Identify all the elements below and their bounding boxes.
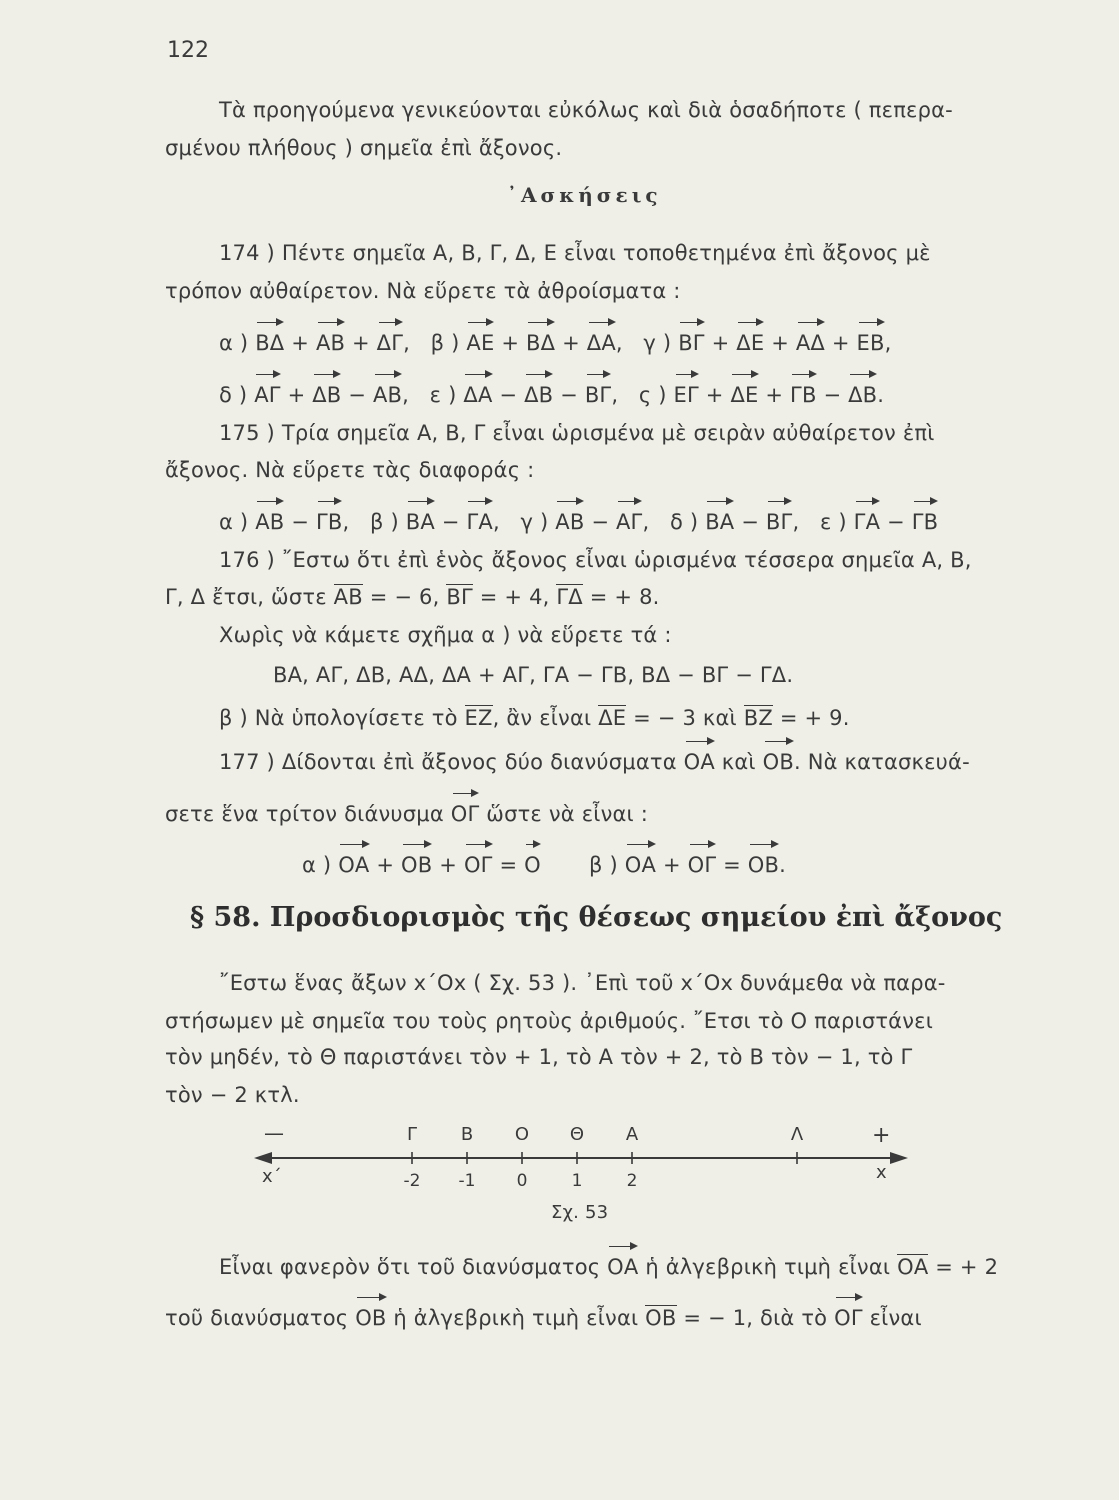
vector: ΒΑ bbox=[406, 507, 435, 537]
segment: ΑΒ bbox=[333, 585, 363, 609]
point-label: Α bbox=[625, 1124, 639, 1145]
ex175-a-label: α ) bbox=[219, 510, 249, 534]
ex176-list: ΒΑ, ΑΓ, ΔΒ, ΑΔ, ΔΑ + ΑΓ, ΓΑ − ΓΒ, ΒΔ − ΒΓ − ΓΔ. bbox=[273, 663, 794, 687]
point-label: Θ bbox=[569, 1124, 585, 1145]
ex174-line-1: 174 ) Πέντε σημεῖα Α, Β, Γ, Δ, Ε εἶναι τοποθετημένα ἐπὶ ἄξονος μὲ bbox=[219, 241, 931, 265]
vector: ΟΒ bbox=[355, 1303, 386, 1333]
ex174-line-2: τρόπον αὐθαίρετον. Νὰ εὕρετε τὰ ἀθροίσματα : bbox=[165, 279, 681, 303]
segment: ΟΒ bbox=[645, 1306, 677, 1330]
vector: ΟΑ bbox=[338, 850, 369, 880]
vector: ΔΒ bbox=[524, 380, 553, 410]
arrow-right-icon bbox=[890, 1152, 908, 1164]
ex175-e-label: ε ) bbox=[819, 510, 847, 534]
ex177-a-label: α ) bbox=[302, 853, 332, 877]
text: , ἂν εἶναι bbox=[492, 706, 599, 730]
text: Γ, Δ ἔτσι, ὥστε bbox=[165, 585, 334, 609]
vector: ΑΒ bbox=[555, 507, 584, 537]
text: = + 9. bbox=[772, 706, 850, 730]
vector: ΔΑ bbox=[463, 380, 492, 410]
text: ἡ ἀλγεβρικὴ τιμὴ εἶναι bbox=[386, 1306, 646, 1330]
vector: Ο bbox=[524, 850, 541, 880]
ex176-line-2 bbox=[165, 582, 660, 612]
vector: ΕΓ bbox=[674, 380, 699, 410]
vector: ΑΒ bbox=[373, 380, 402, 410]
segment: ΒΖ bbox=[743, 706, 773, 730]
segment: ΕΖ bbox=[464, 706, 493, 730]
vector: ΟΒ bbox=[763, 747, 794, 777]
text: = − 1, διὰ τὸ bbox=[676, 1306, 835, 1330]
ex175-c-label: γ ) bbox=[520, 510, 549, 534]
vector: ΔΓ bbox=[377, 328, 403, 358]
text: = + 8. bbox=[582, 585, 660, 609]
vector: ΓΒ bbox=[912, 507, 939, 537]
vector: ΒΓ bbox=[678, 328, 705, 358]
vector: ΟΓ bbox=[451, 799, 480, 829]
vector: ΓΑ bbox=[854, 507, 880, 537]
tick-label: -1 bbox=[458, 1171, 476, 1191]
final-line-1 bbox=[219, 1252, 998, 1282]
text: = − 3 καὶ bbox=[626, 706, 744, 730]
tick-label: 0 bbox=[516, 1171, 528, 1191]
tick-label: 2 bbox=[626, 1171, 638, 1191]
ex175-d-label: δ ) bbox=[669, 510, 699, 534]
segment: ΓΔ bbox=[556, 585, 583, 609]
ex175-b-label: β ) bbox=[369, 510, 399, 534]
ex176-line-b bbox=[219, 703, 850, 733]
x-prime-label: x΄ bbox=[262, 1166, 282, 1187]
ex177-line-2 bbox=[165, 799, 648, 829]
intro-line-2: σμένου πλήθους ) σημεῖα ἐπὶ ἄξονος. bbox=[165, 136, 563, 160]
text: = + 4, bbox=[472, 585, 557, 609]
ex174-d-label: δ ) bbox=[219, 383, 248, 407]
vector: ΓΑ bbox=[466, 507, 492, 537]
vector: ΑΓ bbox=[616, 507, 642, 537]
final-line-2 bbox=[165, 1303, 922, 1333]
text: . Νὰ κατασκευά- bbox=[793, 750, 970, 774]
vector: ΔΕ bbox=[736, 328, 764, 358]
segment: ΟΑ bbox=[897, 1255, 929, 1279]
ex174-f-label: ς ) bbox=[638, 383, 667, 407]
ex176-line-3: Χωρὶς νὰ κάμετε σχῆμα α ) νὰ εὕρετε τά : bbox=[219, 623, 672, 647]
ex174-row-2: δ ) ΑΓ + ΔΒ − ΑΒ, ε ) ΔΑ − ΔΒ − ΒΓ, ς ) ΕΓ + ΔΕ + ΓΒ − ΔΒ. bbox=[219, 380, 884, 410]
vector: ΒΑ bbox=[705, 507, 734, 537]
point-label: Ο bbox=[514, 1124, 530, 1145]
vector: ΟΒ bbox=[748, 850, 779, 880]
vector: ΟΓ bbox=[464, 850, 493, 880]
body-line-4: τὸν − 2 κτλ. bbox=[165, 1083, 300, 1107]
vector: ΔΒ bbox=[848, 380, 877, 410]
text: ὥστε νὰ εἶναι : bbox=[479, 802, 648, 826]
vector: ΕΒ bbox=[857, 328, 885, 358]
text: ἡ ἀλγεβρικὴ τιμὴ εἶναι bbox=[638, 1255, 898, 1279]
body-line-2: στήσωμεν μὲ σημεῖα του τοὺς ρητοὺς ἀριθμούς. ῎Ετσι τὸ Ο παριστάνει bbox=[165, 1009, 934, 1033]
text: σετε ἕνα τρίτον διάνυσμα bbox=[165, 802, 451, 826]
vector: ΓΒ bbox=[316, 507, 343, 537]
body-line-1: ῎Εστω ἕνας ἄξων x΄Ox ( Σχ. 53 ). ᾿Επὶ τοῦ x΄Ox δυνάμεθα νὰ παρα- bbox=[219, 971, 946, 995]
text: Εἶναι φανερὸν ὅτι τοῦ διανύσματος bbox=[219, 1255, 608, 1279]
text: = − 6, bbox=[362, 585, 447, 609]
ex175-line-2: ἄξονος. Νὰ εὕρετε τὰς διαφοράς : bbox=[165, 458, 535, 482]
point-label: Λ bbox=[790, 1124, 804, 1145]
ex175-row: α ) ΑΒ − ΓΒ, β ) ΒΑ − ΓΑ, γ ) ΑΒ − ΑΓ, δ ) ΒΑ − ΒΓ, ε ) ΓΑ − ΓΒ bbox=[219, 507, 938, 537]
text: = + 2 bbox=[928, 1255, 999, 1279]
vector: ΔΕ bbox=[730, 380, 758, 410]
vector: ΑΓ bbox=[254, 380, 280, 410]
x-label: x bbox=[876, 1162, 887, 1183]
ex177-row: α ) ΟΑ + ΟΒ + ΟΓ = Ο β ) ΟΑ + ΟΓ = ΟΒ. bbox=[302, 850, 786, 880]
page-number: 122 bbox=[167, 38, 209, 63]
vector: ΑΒ bbox=[255, 507, 284, 537]
figure-caption: Σχ. 53 bbox=[551, 1202, 609, 1223]
segment: ΒΓ bbox=[446, 585, 473, 609]
vector: ΑΔ bbox=[796, 328, 825, 358]
ex174-e-label: ε ) bbox=[429, 383, 457, 407]
vector: ΓΒ bbox=[790, 380, 817, 410]
vector: ΟΓ bbox=[834, 1303, 863, 1333]
ex174-a-label: α ) bbox=[219, 331, 249, 355]
ex177-b-label: β ) bbox=[589, 853, 618, 877]
segment: ΔΕ bbox=[598, 706, 627, 730]
vector: ΒΔ bbox=[526, 328, 555, 358]
vector: ΑΕ bbox=[466, 328, 494, 358]
plus-sign: + bbox=[872, 1123, 891, 1148]
body-line-3: τὸν μηδέν, τὸ Θ παριστάνει τὸν + 1, τὸ Α τὸν + 2, τὸ Β τὸν − 1, τὸ Γ bbox=[165, 1045, 913, 1069]
vector: ΒΓ bbox=[585, 380, 612, 410]
point-label: Β bbox=[460, 1124, 474, 1145]
number-line-figure bbox=[250, 1118, 910, 1198]
tick-label: -2 bbox=[403, 1171, 421, 1191]
vector: ΟΑ bbox=[625, 850, 656, 880]
ex174-c-label: γ ) bbox=[643, 331, 672, 355]
ex176-line-1: 176 ) ῎Εστω ὅτι ἐπὶ ἑνὸς ἄξονος εἶναι ὡρισμένα τέσσερα σημεῖα Α, Β, bbox=[219, 548, 972, 572]
vector: ΟΑ bbox=[607, 1252, 638, 1282]
arrow-left-icon bbox=[254, 1152, 272, 1164]
vector: ΔΒ bbox=[312, 380, 341, 410]
vector: ΒΓ bbox=[766, 507, 793, 537]
text: β ) Νὰ ὑπολογίσετε τὸ bbox=[219, 706, 465, 730]
vector: ΟΒ bbox=[401, 850, 432, 880]
tick-label: 1 bbox=[571, 1171, 583, 1191]
vector: ΔΑ bbox=[587, 328, 616, 358]
minus-sign: — bbox=[264, 1121, 284, 1145]
ex174-b-label: β ) bbox=[430, 331, 460, 355]
ex177-line-1 bbox=[219, 747, 970, 777]
section-title: § 58. Προσδιορισμὸς τῆς θέσεως σημείου ἐπὶ ἄξονος bbox=[190, 902, 1003, 933]
vector: ΟΓ bbox=[688, 850, 717, 880]
text: τοῦ διανύσματος bbox=[165, 1306, 356, 1330]
text: καὶ bbox=[714, 750, 763, 774]
text: εἶναι bbox=[862, 1306, 922, 1330]
point-label: Γ bbox=[406, 1124, 418, 1145]
vector: ΒΔ bbox=[255, 328, 284, 358]
ex174-row-1: α ) ΒΔ + ΑΒ + ΔΓ, β ) ΑΕ + ΒΔ + ΔΑ, γ ) ΒΓ + ΔΕ + ΑΔ + ΕΒ, bbox=[219, 328, 892, 358]
ex175-line-1: 175 ) Τρία σημεῖα Α, Β, Γ εἶναι ὡρισμένα μὲ σειρὰν αὐθαίρετον ἐπὶ bbox=[219, 421, 935, 445]
text: 177 ) Δίδονται ἐπὶ ἄξονος δύο διανύσματα bbox=[219, 750, 684, 774]
vector: ΟΑ bbox=[684, 747, 715, 777]
intro-line-1: Τὰ προηγούμενα γενικεύονται εὐκόλως καὶ διὰ ὁσαδήποτε ( πεπερα- bbox=[219, 98, 953, 122]
vector: ΑΒ bbox=[316, 328, 345, 358]
exercises-heading: ᾿Ασκήσεις bbox=[507, 183, 662, 207]
